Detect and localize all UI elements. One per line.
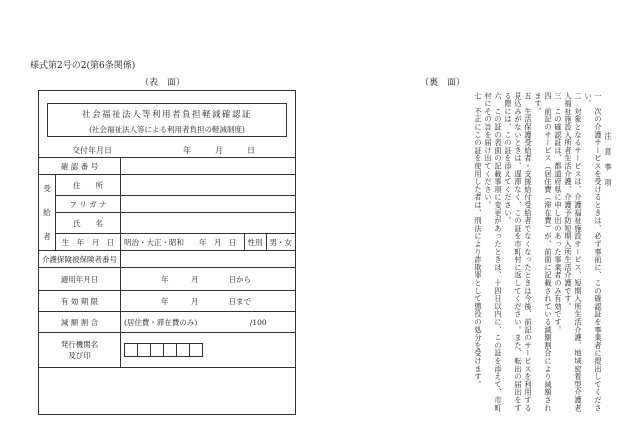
start-date-value[interactable]: 年 月 日から xyxy=(121,268,296,291)
insured-no-label: 介護保険被保険者番号 xyxy=(39,251,121,268)
sex-label: 性別 xyxy=(244,234,266,251)
table-row xyxy=(39,158,296,175)
name-value[interactable] xyxy=(121,213,296,234)
reduction-rate-value[interactable]: (居住費・滞在費のみ) /100 xyxy=(121,312,296,333)
note-item-3: 三 この確認証は、都道府県に申し出のあった事業者のみ有効です。 xyxy=(554,92,563,334)
confirm-no-value[interactable] xyxy=(121,158,296,175)
grant-year: 年 xyxy=(183,146,191,155)
insured-no-value[interactable] xyxy=(121,251,296,268)
grant-month: 月 xyxy=(215,146,223,155)
grant-date-label: 交付年月日 xyxy=(72,146,112,155)
reduction-rate-label: 減 額 割 合 xyxy=(39,312,121,333)
furigana-label: フ リ ガ ナ xyxy=(56,196,121,213)
name-label: 氏 名 xyxy=(56,213,121,234)
card-title: 社会福祉法人等利用者負担軽減確認証 xyxy=(81,110,252,120)
form-number: 様式第2号の2(第6条関係) xyxy=(30,61,136,71)
table-row xyxy=(39,291,296,312)
recipient-label: 受 給 者 xyxy=(39,175,56,251)
note-item-2: 二 対象となるサービスは、介護福祉施設サービス、短期入所生活介護、地域密着型介護老人福祉施設入所者生活介護、介護予防短期入所生活介護です。 xyxy=(564,92,583,412)
table-row xyxy=(39,196,296,213)
sex-value[interactable]: 男・女 xyxy=(266,234,296,251)
notes-section xyxy=(318,92,613,412)
table-row xyxy=(39,213,296,234)
table-row xyxy=(39,312,296,333)
birth-label: 生 年 月 日 xyxy=(56,234,121,251)
note-item-6: 六 この証の表面の記載事項に変更があったときは、十四日以内に、この証を添えて、市町村にその旨を届け出てください。 xyxy=(484,92,503,412)
note-item-5: 五 生活保護受給者・支援給付受給者でなくなったときは今後、前記のサービスを利用する見込みがないときは、遅滞なく、この証を市町村に返してください。また、転出の届出をする際には、この証を添えてください。 xyxy=(504,92,533,412)
table-row xyxy=(39,268,296,291)
note-item-4: 四 前記のサービス（居住費（滞在費）が、前面に記載されている減額割合により減額されます。 xyxy=(534,92,553,412)
notes-heading: 注 意 事 項 xyxy=(604,132,613,187)
start-date-label: 適用年月日 xyxy=(39,268,121,291)
grant-day: 日 xyxy=(247,146,255,155)
birth-value[interactable]: 明治・大正・昭和 年 月 日 xyxy=(121,234,245,251)
table-row xyxy=(39,251,296,268)
card-subtitle: (社会福祉法人等による利用者負担の軽減制度) xyxy=(89,125,245,134)
table-row xyxy=(39,234,296,251)
issuer-label: 発行機関名 及び印 xyxy=(39,333,121,368)
issuer-code-boxes[interactable] xyxy=(124,343,292,357)
confirm-no-label: 確 認 番 号 xyxy=(39,158,121,175)
valid-until-value[interactable]: 年 月 日まで xyxy=(121,291,296,312)
table-row xyxy=(39,333,296,368)
furigana-value[interactable] xyxy=(121,196,296,213)
back-side-label: （裏 面） xyxy=(420,78,466,88)
address-label: 住 所 xyxy=(56,175,121,196)
note-item-1: 一 次の介護サービスを受けるときは、必ず事前に、この確認証を事業者に提出してください。 xyxy=(584,92,603,412)
valid-until-label: 有 効 期 限 xyxy=(39,291,121,312)
front-side-label: （表 面） xyxy=(140,78,186,88)
address-value[interactable] xyxy=(121,175,296,196)
title-box xyxy=(47,103,287,137)
note-item-7: 七 不正にこの証を使用した者は、刑法により詐欺罪として懲役の処分を受けます。 xyxy=(474,92,483,389)
table-row xyxy=(39,175,296,196)
front-form-table xyxy=(38,157,296,368)
